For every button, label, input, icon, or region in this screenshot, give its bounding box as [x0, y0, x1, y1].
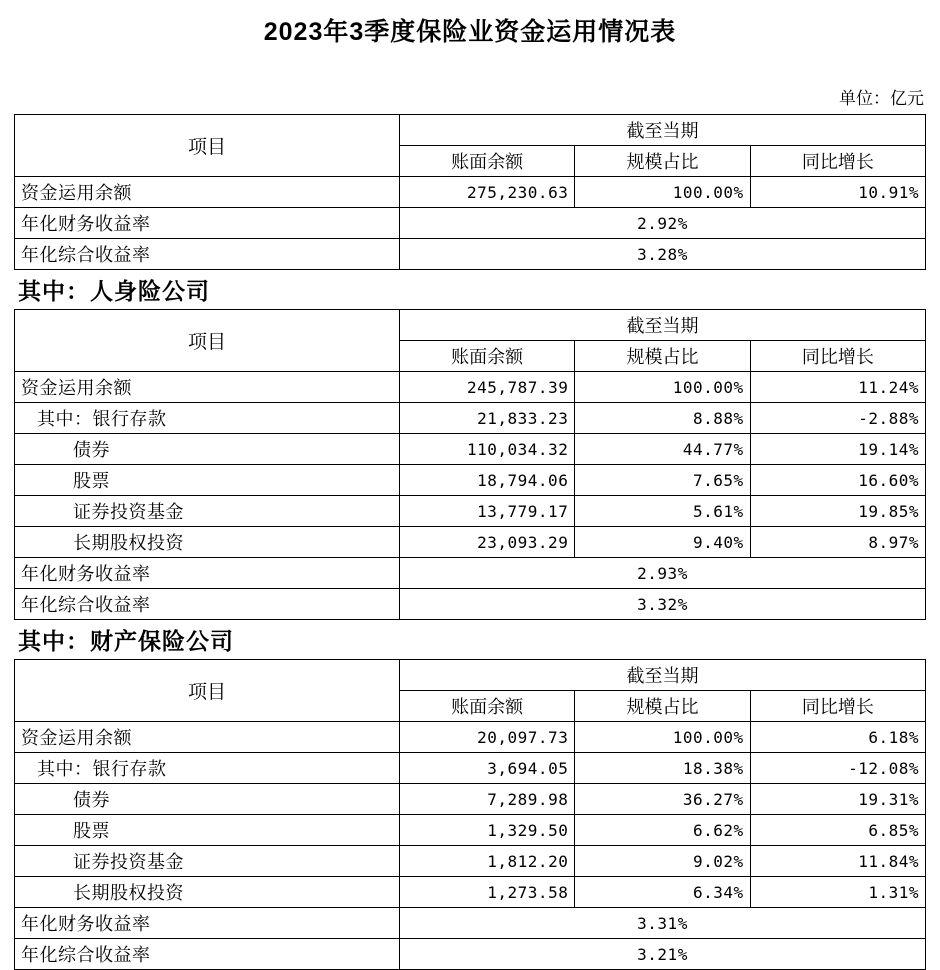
cell-share: 5.61%: [575, 496, 750, 527]
table-row: [15, 753, 926, 784]
column-header-share: 规模占比: [575, 341, 750, 372]
row-label: 其中：银行存款: [15, 753, 400, 784]
row-value-merged: 3.21%: [400, 939, 926, 970]
row-value-merged: 2.93%: [400, 558, 926, 589]
row-label: 年化综合收益率: [15, 589, 400, 620]
cell-growth: 19.31%: [750, 784, 925, 815]
row-label: 年化综合收益率: [15, 939, 400, 970]
row-label: 长期股权投资: [15, 877, 400, 908]
table-row: [15, 372, 926, 403]
cell-growth: 6.18%: [750, 722, 925, 753]
section-heading: 其中：人身险公司: [18, 278, 210, 304]
row-value-merged: 2.92%: [400, 208, 926, 239]
cell-share: 18.38%: [575, 753, 750, 784]
table-row: [15, 403, 926, 434]
cell-balance: 23,093.29: [400, 527, 575, 558]
row-label: 年化综合收益率: [15, 239, 400, 270]
row-label: 证券投资基金: [15, 846, 400, 877]
cell-share: 6.62%: [575, 815, 750, 846]
table-row: [15, 939, 926, 970]
cell-balance: 1,273.58: [400, 877, 575, 908]
cell-growth: -2.88%: [750, 403, 925, 434]
column-header-group-current: 截至当期: [400, 310, 926, 341]
row-label: 年化财务收益率: [15, 558, 400, 589]
row-label: 资金运用余额: [15, 372, 400, 403]
table-row: [15, 815, 926, 846]
financial-table: [14, 659, 926, 970]
row-label: 债券: [15, 434, 400, 465]
cell-balance: 13,779.17: [400, 496, 575, 527]
cell-balance: 20,097.73: [400, 722, 575, 753]
cell-share: 100.00%: [575, 722, 750, 753]
row-value-merged: 3.32%: [400, 589, 926, 620]
table-row: [15, 527, 926, 558]
row-label: 证券投资基金: [15, 496, 400, 527]
cell-growth: 11.24%: [750, 372, 925, 403]
column-header-item: 项目: [15, 310, 400, 372]
cell-balance: 245,787.39: [400, 372, 575, 403]
row-label: 长期股权投资: [15, 527, 400, 558]
cell-growth: 6.85%: [750, 815, 925, 846]
cell-growth: -12.08%: [750, 753, 925, 784]
column-header-growth: 同比增长: [750, 691, 925, 722]
unit-note: 单位：亿元: [839, 89, 924, 108]
column-header-group-current: 截至当期: [400, 115, 926, 146]
table-row: [15, 177, 926, 208]
cell-balance: 21,833.23: [400, 403, 575, 434]
table-header-row: [15, 660, 926, 691]
row-label: 资金运用余额: [15, 177, 400, 208]
column-header-balance: 账面余额: [400, 146, 575, 177]
table-row: [15, 722, 926, 753]
financial-table: [14, 309, 926, 620]
table-row: [15, 558, 926, 589]
cell-share: 9.40%: [575, 527, 750, 558]
page-title: 2023年3季度保险业资金运用情况表: [263, 18, 677, 46]
table-row: [15, 908, 926, 939]
cell-share: 7.65%: [575, 465, 750, 496]
cell-growth: 11.84%: [750, 846, 925, 877]
table-header-row: [15, 310, 926, 341]
table-row: [15, 784, 926, 815]
row-label: 债券: [15, 784, 400, 815]
table-row: [15, 589, 926, 620]
cell-share: 8.88%: [575, 403, 750, 434]
cell-growth: 19.85%: [750, 496, 925, 527]
financial-table: [14, 114, 926, 270]
row-label: 年化财务收益率: [15, 208, 400, 239]
row-label: 年化财务收益率: [15, 908, 400, 939]
row-label: 其中：银行存款: [15, 403, 400, 434]
table-row: [15, 208, 926, 239]
row-value-merged: 3.31%: [400, 908, 926, 939]
row-label: 资金运用余额: [15, 722, 400, 753]
cell-balance: 18,794.06: [400, 465, 575, 496]
cell-growth: 19.14%: [750, 434, 925, 465]
table-row: [15, 846, 926, 877]
table-row: [15, 877, 926, 908]
cell-share: 100.00%: [575, 177, 750, 208]
column-header-item: 项目: [15, 660, 400, 722]
cell-balance: 275,230.63: [400, 177, 575, 208]
column-header-balance: 账面余额: [400, 691, 575, 722]
row-label: 股票: [15, 465, 400, 496]
cell-share: 100.00%: [575, 372, 750, 403]
cell-growth: 16.60%: [750, 465, 925, 496]
table-header-row: [15, 115, 926, 146]
cell-share: 36.27%: [575, 784, 750, 815]
cell-share: 6.34%: [575, 877, 750, 908]
row-label: 股票: [15, 815, 400, 846]
cell-share: 44.77%: [575, 434, 750, 465]
cell-balance: 3,694.05: [400, 753, 575, 784]
cell-growth: 8.97%: [750, 527, 925, 558]
column-header-item: 项目: [15, 115, 400, 177]
row-value-merged: 3.28%: [400, 239, 926, 270]
table-row: [15, 465, 926, 496]
cell-balance: 1,812.20: [400, 846, 575, 877]
cell-balance: 1,329.50: [400, 815, 575, 846]
column-header-share: 规模占比: [575, 691, 750, 722]
table-row: [15, 496, 926, 527]
column-header-growth: 同比增长: [750, 341, 925, 372]
table-row: [15, 239, 926, 270]
column-header-balance: 账面余额: [400, 341, 575, 372]
cell-growth: 10.91%: [750, 177, 925, 208]
cell-balance: 110,034.32: [400, 434, 575, 465]
column-header-group-current: 截至当期: [400, 660, 926, 691]
cell-balance: 7,289.98: [400, 784, 575, 815]
column-header-growth: 同比增长: [750, 146, 925, 177]
cell-share: 9.02%: [575, 846, 750, 877]
section-heading: 其中：财产保险公司: [18, 628, 234, 654]
table-row: [15, 434, 926, 465]
cell-growth: 1.31%: [750, 877, 925, 908]
tables-container: [14, 114, 926, 970]
column-header-share: 规模占比: [575, 146, 750, 177]
